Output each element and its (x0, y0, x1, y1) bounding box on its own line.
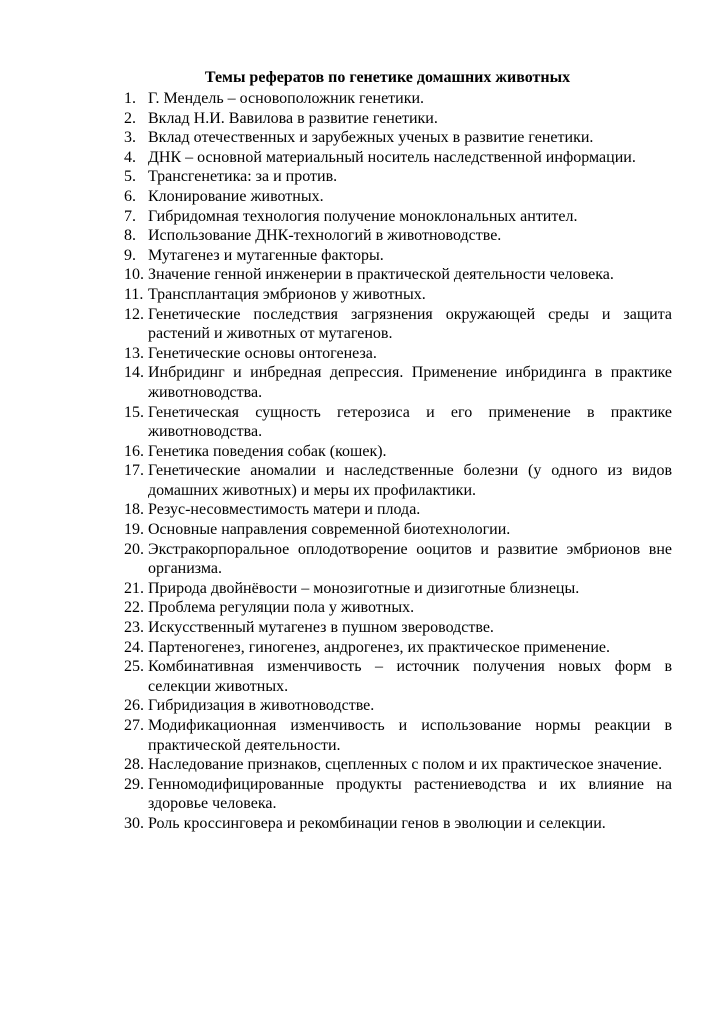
topic-number: 24. (124, 638, 144, 656)
topic-item (124, 638, 672, 658)
topic-item (124, 128, 672, 148)
topic-number: 27. (124, 717, 144, 734)
topic-number: 29. (124, 775, 144, 793)
topic-text: Клонирование животных. (148, 187, 324, 205)
topic-text: Экстракорпоральное оплодотворение ооцитов и развитие эмбрионов вне организма. (148, 540, 672, 578)
topic-text: Проблема регуляции пола у животных. (148, 599, 415, 617)
topic-text: Модификационная изменчивость и использование нормы реакции в практической деятельности. (148, 717, 672, 754)
topic-item (124, 167, 672, 187)
topic-text: Основные направления современной биотехнологии. (148, 521, 511, 539)
topic-number: 21. (124, 579, 144, 597)
topic-number: 13. (124, 344, 144, 362)
topic-text: Генетика поведения собак (кошек). (148, 442, 387, 460)
topic-item (124, 461, 672, 500)
topic-text: Трансплантация эмбрионов у животных. (148, 285, 426, 303)
topic-number: 18. (124, 501, 144, 519)
topic-text: Гибридомная технология получение моноклональных антител. (148, 207, 578, 225)
topic-text: Природа двойнёвости – монозиготные и дизиготные близнецы. (148, 579, 580, 597)
topic-text: Инбридинг и инбредная депрессия. Применение инбридинга в практике животноводства. (148, 364, 672, 401)
topic-item (124, 285, 672, 305)
topic-number: 1. (124, 90, 136, 107)
topic-item (124, 363, 672, 402)
topic-text: Искусственный мутагенез в пушном звероводстве. (148, 619, 494, 637)
topic-item (124, 187, 672, 207)
topic-item (124, 500, 672, 520)
topic-item (124, 814, 672, 834)
topic-item (124, 226, 672, 246)
topic-item (124, 109, 672, 129)
topic-item (124, 265, 672, 285)
topic-number: 17. (124, 462, 144, 480)
topic-number: 22. (124, 599, 144, 617)
topic-text: Генетические аномалии и наследственные болезни (у одного из видов домашних животных) и меры их профилактики. (148, 462, 672, 499)
topic-item (124, 579, 672, 599)
topic-text: Вклад Н.И. Вавилова в развитие генетики. (148, 109, 438, 127)
topic-text: Вклад отечественных и зарубежных ученых в развитие генетики. (148, 129, 594, 147)
topic-item (124, 207, 672, 227)
topic-text: Партеногенез, гиногенез, андрогенез, их практическое применение. (148, 638, 610, 656)
topic-item (124, 618, 672, 638)
topic-text: Мутагенез и мутагенные факторы. (148, 246, 384, 264)
topic-number: 14. (124, 364, 144, 382)
topic-number: 9. (124, 246, 136, 264)
topic-item (124, 305, 672, 344)
topic-item (124, 246, 672, 266)
topic-number: 4. (124, 148, 136, 166)
topic-text: Использование ДНК-технологий в животноводстве. (148, 227, 502, 245)
topic-text: Генномодифицированные продукты растениеводства и их влияние на здоровье человека. (148, 775, 672, 813)
topic-number: 3. (124, 129, 136, 147)
topic-item (124, 540, 672, 579)
topic-list (124, 89, 672, 834)
topic-item (124, 598, 672, 618)
topic-text: Резус-несовместимость матери и плода. (148, 501, 421, 519)
topic-text: Генетические основы онтогенеза. (148, 344, 377, 362)
topic-item (124, 520, 672, 540)
topic-text: ДНК – основной материальный носитель наследственной информации. (148, 148, 636, 166)
topic-item (124, 696, 672, 716)
topic-item (124, 403, 672, 442)
topic-number: 15. (124, 403, 144, 421)
topic-item (124, 775, 672, 814)
topic-text: Значение генной инженерии в практической деятельности человека. (148, 266, 614, 284)
topic-number: 12. (124, 305, 144, 323)
topic-number: 11. (124, 285, 144, 303)
topic-number: 6. (124, 187, 136, 205)
topic-number: 8. (124, 227, 136, 245)
topic-number: 10. (124, 266, 144, 284)
topic-text: Генетическая сущность гетерозиса и его применение в практике животноводства. (148, 403, 672, 441)
topic-number: 30. (124, 814, 144, 832)
topic-number: 28. (124, 756, 144, 774)
topic-item (124, 716, 672, 755)
document-title: Темы рефератов по генетике домашних животных (204, 69, 571, 86)
topic-text: Трансгенетика: за и против. (148, 168, 338, 186)
topic-item (124, 148, 672, 168)
topic-number: 5. (124, 168, 136, 186)
topic-text: Генетические последствия загрязнения окружающей среды и защита растений и животных от мутагенов. (148, 305, 672, 343)
topic-number: 26. (124, 697, 144, 715)
topic-text: Г. Мендель – основоположник генетики. (148, 90, 425, 107)
topic-item (124, 755, 672, 775)
topic-number: 23. (124, 619, 144, 637)
topic-text: Комбинативная изменчивость – источник получения новых форм в селекции животных. (148, 658, 672, 695)
topic-number: 19. (124, 521, 144, 539)
topic-number: 16. (124, 442, 144, 460)
topic-text: Роль кроссинговера и рекомбинации генов в эволюции и селекции. (148, 814, 606, 832)
topic-item (124, 89, 672, 109)
topic-text: Наследование признаков, сцепленных с полом и их практическое значение. (148, 756, 663, 774)
topic-number: 25. (124, 658, 144, 676)
topic-item (124, 344, 672, 364)
topic-item (124, 442, 672, 462)
topic-number: 7. (124, 207, 136, 225)
topic-number: 20. (124, 540, 144, 558)
topic-text: Гибридизация в животноводстве. (148, 697, 375, 715)
topic-item (124, 657, 672, 696)
topic-number: 2. (124, 109, 136, 127)
